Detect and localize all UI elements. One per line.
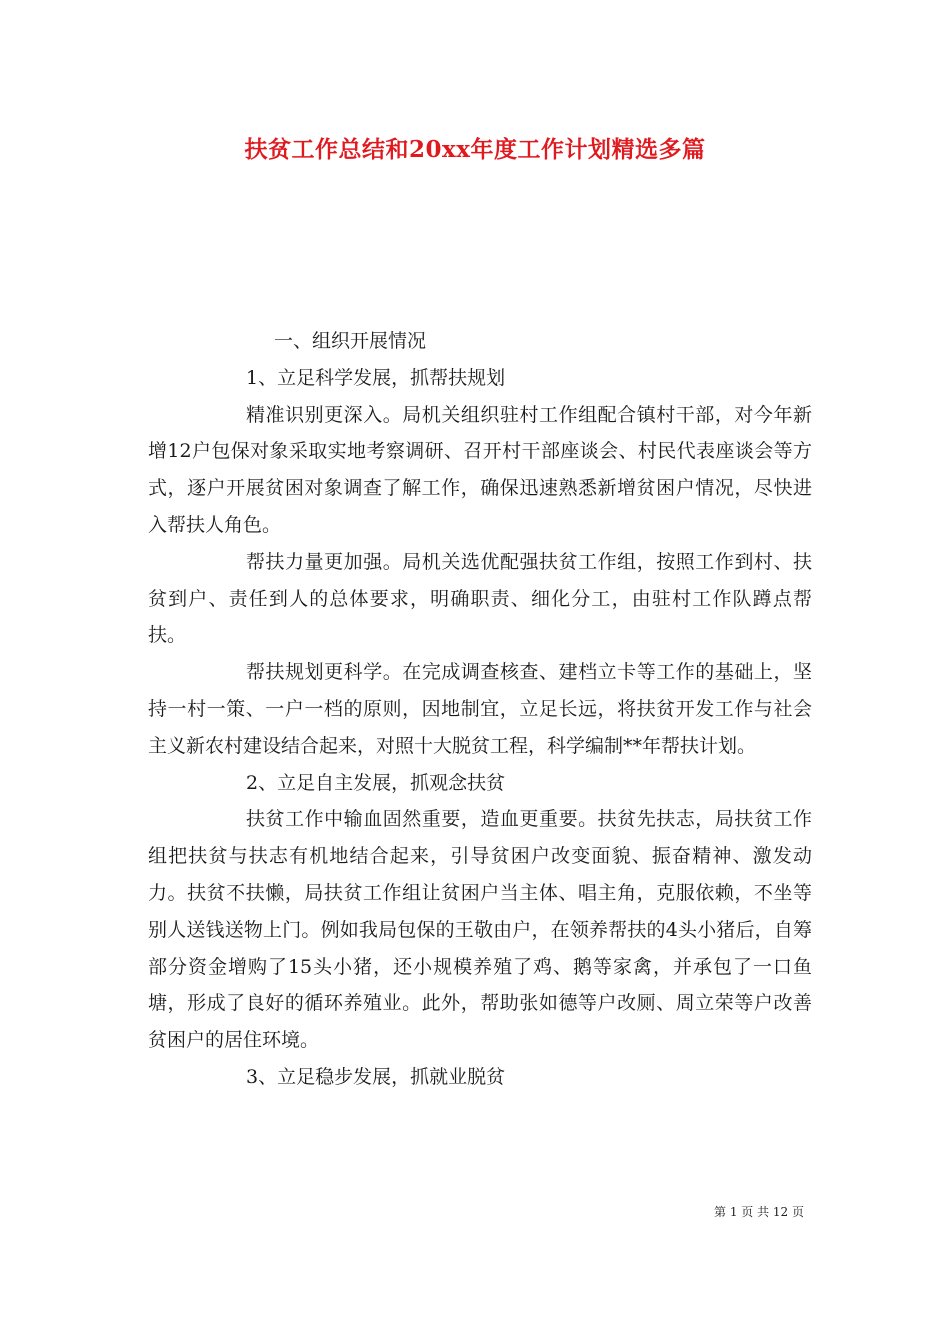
- subsection-heading-1: 1、立足科学发展，抓帮扶规划: [246, 366, 506, 389]
- subsection-heading-2: 2、立足自主发展，抓观念扶贫: [246, 771, 506, 794]
- paragraph-4: 扶贫工作中输血固然重要，造血更重要。扶贫先扶志，局扶贫工作组把扶贫与扶志有机地结合起来，引导贫困户改变面貌、振奋精神、激发动力。扶贫不扶懒，局扶贫工作组让贫困户当主体、唱主角，克服依赖，不坐等别人送钱送物上门。例如我局包保的王敬由户，在领养帮扶的4头小猪后，自筹部分资金增购了15头小猪，还小规模养殖了鸡、鹅等家禽，并承包了一口鱼塘，形成了良好的循环养殖业。此外，帮助张如德等户改厕、周立荣等户改善贫困户的居住环境。: [148, 808, 812, 1052]
- document-title: 扶贫工作总结和20xx年度工作计划精选多篇: [244, 136, 706, 163]
- paragraph-3: 帮扶规划更科学。在完成调查核查、建档立卡等工作的基础上，坚持一村一策、一户一档的原则，因地制宜，立足长远，将扶贫开发工作与社会主义新农村建设结合起来，对照十大脱贫工程，科学编制**年帮扶计划。: [148, 661, 812, 757]
- page-footer: 第 1 页 共 12 页: [714, 1205, 804, 1219]
- paragraph-2: 帮扶力量更加强。局机关选优配强扶贫工作组，按照工作到村、扶贫到户、责任到人的总体要求，明确职责、细化分工，由驻村工作队蹲点帮扶。: [148, 550, 812, 647]
- paragraph-1: 精准识别更深入。局机关组织驻村工作组配合镇村干部，对今年新增12户包保对象采取实地考察调研、召开村干部座谈会、村民代表座谈会等方式，逐户开展贫困对象调查了解工作，确保迅速熟悉新增贫困户情况，尽快进入帮扶人角色。: [148, 403, 812, 536]
- document-body: [148, 323, 812, 1096]
- section-heading-1: 一、组织开展情况: [274, 330, 427, 352]
- subsection-heading-3: 3、立足稳步发展，抓就业脱贫: [246, 1065, 506, 1088]
